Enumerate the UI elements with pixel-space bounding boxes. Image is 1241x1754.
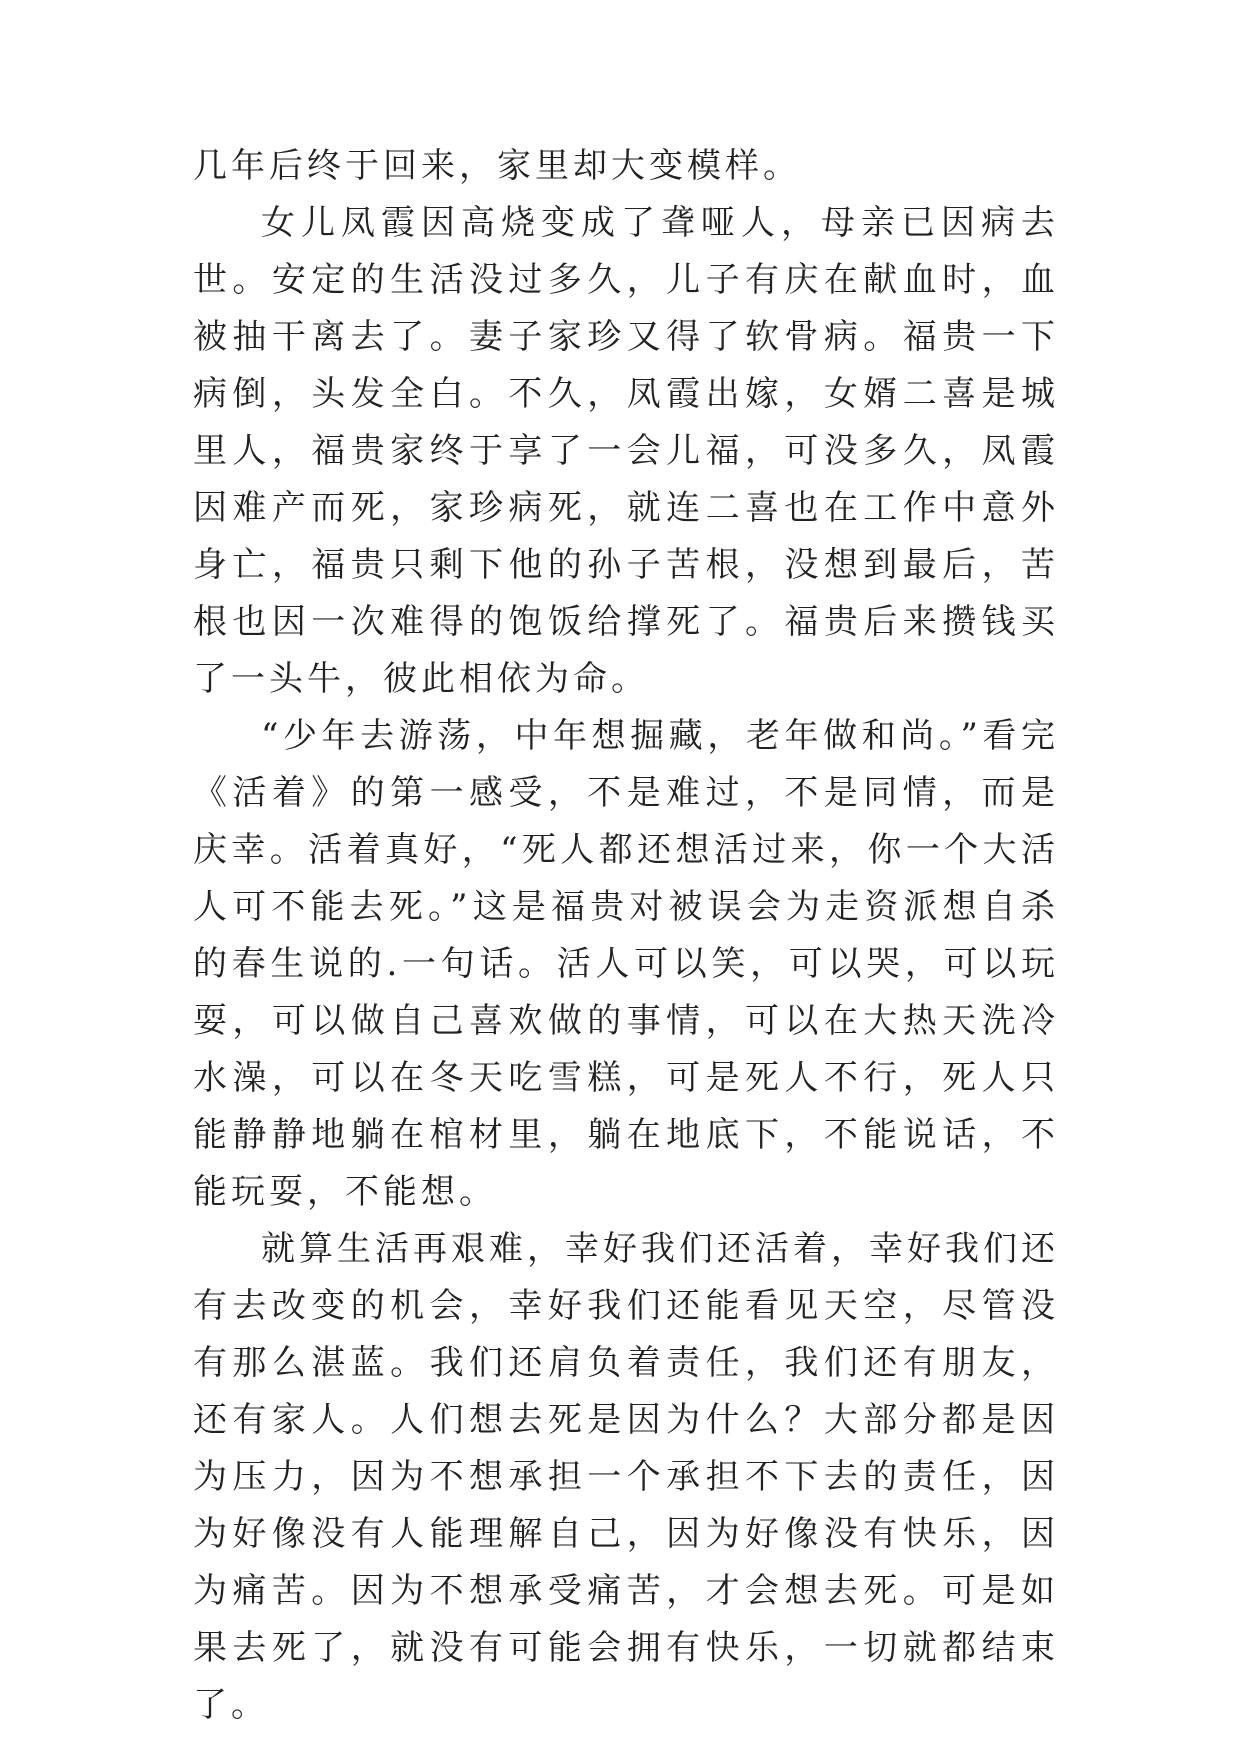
paragraph-3: “少年去游荡，中年想掘藏，老年做和尚。”看完《活着》的第一感受，不是难过，不是同情，而是庆幸。活着真好，“死人都还想活过来，你一个大活人可不能去死。”这是福贵对被误会为走资派想自杀的春生说的.一句话。活人可以笑，可以哭，可以玩耍，可以做自己喜欢做的事情，可以在大热天洗冷水澡，可以在冬天吃雪糕，可是死人不行，死人只能静静地躺在棺材里，躺在地底下，不能说话，不能玩耍，不能想。 [193,716,1059,1212]
paragraph-2: 女儿凤霞因高烧变成了聋哑人，母亲已因病去世。安定的生活没过多久，儿子有庆在献血时，血被抽干离去了。妻子家珍又得了软骨病。福贵一下病倒，头发全白。不久，凤霞出嫁，女婿二喜是城里人，福贵家终于享了一会儿福，可没多久，凤霞因难产而死，家珍病死，就连二喜也在工作中意外身亡，福贵只剩下他的孙子苦根，没想到最后，苦根也因一次难得的饱饭给撑死了。福贵后来攒钱买了一头牛，彼此相依为命。 [193,203,1059,699]
paragraph-1: 几年后终于回来，家里却大变模样。 [193,146,801,186]
document-page [193,138,1059,1734]
paragraph-4: 就算生活再艰难，幸好我们还活着，幸好我们还有去改变的机会，幸好我们还能看见天空，尽管没有那么湛蓝。我们还肩负着责任，我们还有朋友，还有家人。人们想去死是因为什么？大部分都是因为压力，因为不想承担一个承担不下去的责任，因为好像没有人能理解自己，因为好像没有快乐，因为痛苦。因为不想承受痛苦，才会想去死。可是如果去死了，就没有可能会拥有快乐，一切就都结束了。 [193,1229,1059,1725]
